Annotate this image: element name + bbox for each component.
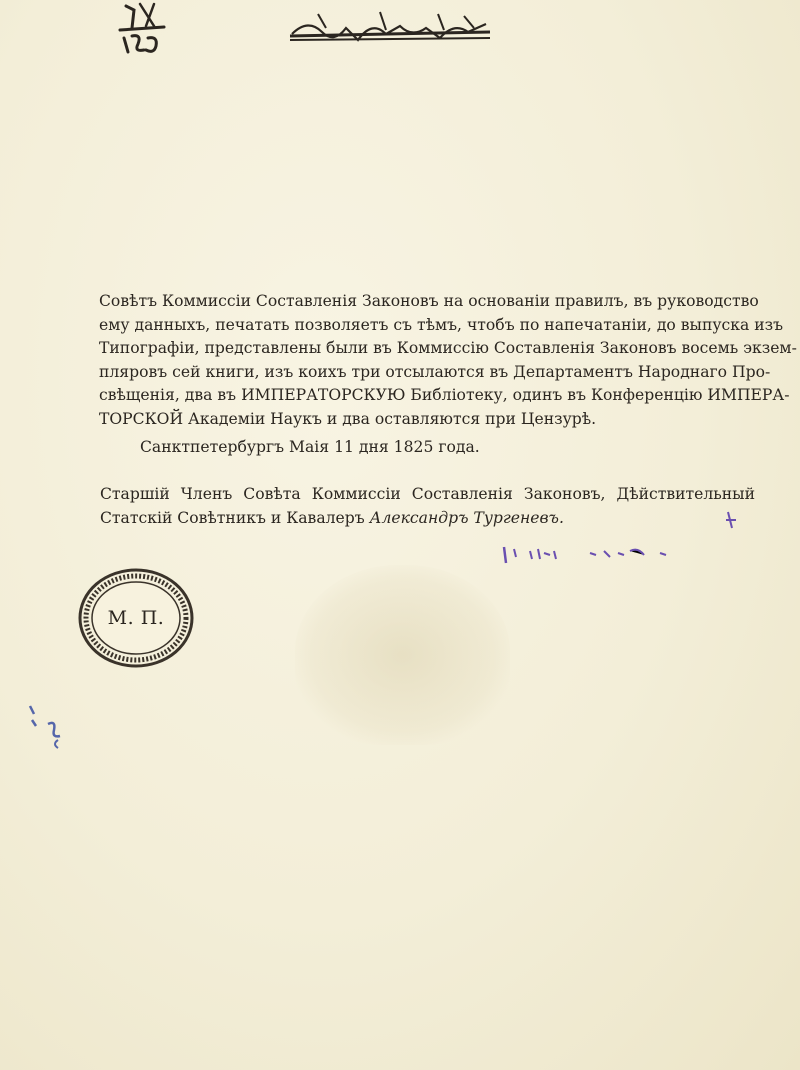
paragraph-line: ТОРСКОЙ Академіи Наукъ и два оставляются при Цензурѣ.: [99, 409, 597, 428]
paragraph-line: ему данныхъ, печатать позволяетъ съ тѣмъ, чтобъ по напечатаніи, до выпуска изъ: [99, 315, 784, 334]
paragraph-line: Совѣтъ Коммиссіи Составленія Законовъ на основаніи правилъ, въ руководство: [99, 292, 759, 310]
signatory-rank-line: [100, 509, 564, 527]
seal-stamp: [77, 567, 195, 669]
signatory-name: Александръ Тургеневъ.: [369, 509, 564, 527]
censorship-notice-paragraph: [99, 290, 797, 431]
signatory-title-line: Старшій Членъ Совѣта Коммиссіи Составленія Законовъ, Дѣйствительный: [100, 485, 755, 503]
date-line: Санктпетербургъ Маія 11 дня 1825 года.: [140, 438, 480, 456]
seal-label: М. П.: [107, 607, 165, 629]
stamp-tick-mark: [722, 510, 742, 532]
signature-block: [100, 482, 755, 530]
bleed-through-vignette: [295, 565, 510, 745]
signatory-rank: Статскій Совѣтникъ и Кавалеръ: [100, 509, 365, 527]
paragraph-line: Типографіи, представлены были въ Коммиссію Составленія Законовъ восемь экзем-: [99, 339, 797, 357]
handwritten-shelfmark: [118, 0, 170, 58]
side-ink-mark: [22, 700, 72, 750]
paragraph-line: пляровъ сей книги, изъ коихъ три отсылаются въ Департаментъ Народнаго Про-: [99, 362, 771, 381]
crossed-out-inscription: [288, 8, 493, 50]
paragraph-line: свѣщенія, два въ ИМПЕРАТОРСКУЮ Библіотеку, одинъ въ Конференцію ИМПЕРА-: [99, 386, 790, 404]
stamp-ink-marks: [500, 533, 680, 573]
